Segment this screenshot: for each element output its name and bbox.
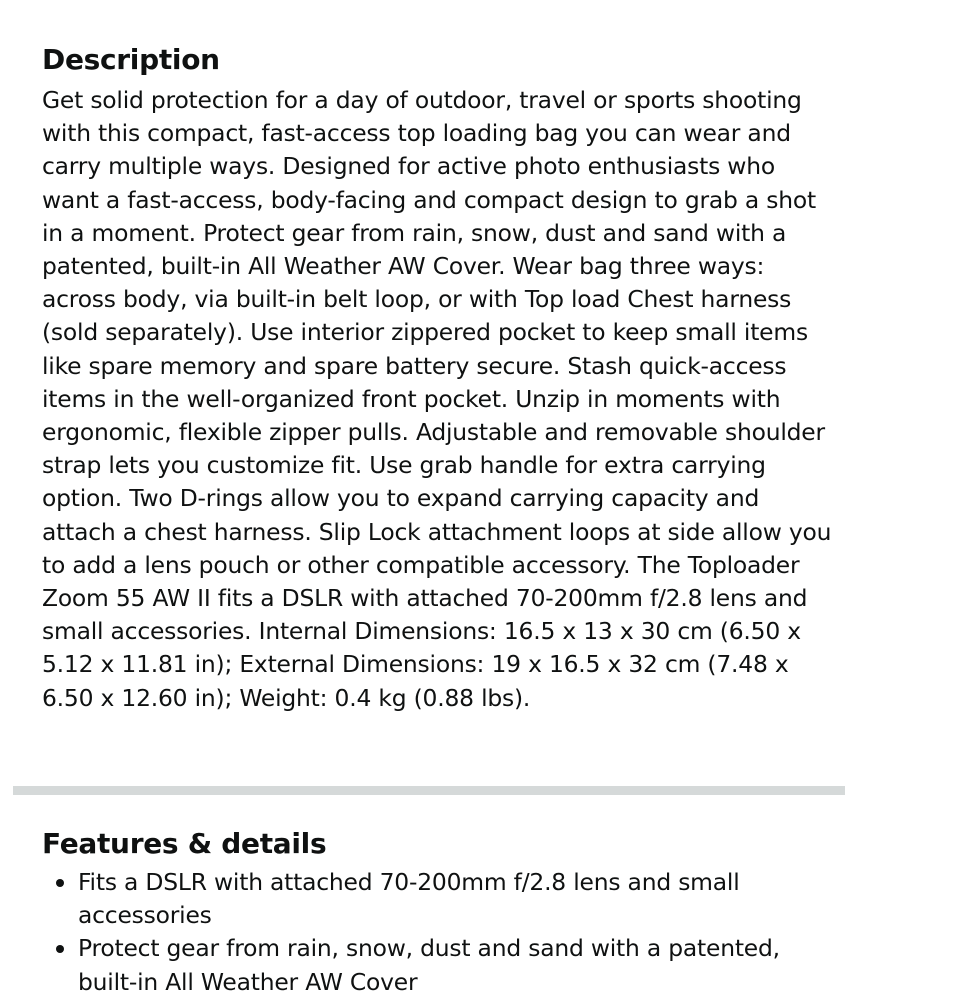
description-heading: Description <box>42 43 220 76</box>
description-section <box>42 40 832 715</box>
features-section <box>42 824 832 999</box>
feature-item-text: Fits a DSLR with attached 70-200mm f/2.8 lens and small accessories <box>78 868 740 930</box>
feature-list <box>42 866 832 999</box>
features-heading: Features & details <box>42 827 327 860</box>
section-divider <box>13 786 845 795</box>
feature-item <box>42 932 832 998</box>
bullet-icon <box>56 879 64 887</box>
feature-item-text: Protect gear from rain, snow, dust and sand with a patented, built-in All Weather AW Cover <box>78 934 780 996</box>
feature-item <box>42 866 832 932</box>
description-body: Get solid protection for a day of outdoor, travel or sports shooting with this compact, fast-access top loading bag you can wear and carry multiple ways. Designed for active photo enthusiasts who want a fast-access, body-facing and compact design to grab a shot in a moment. Protect gear from rain, snow, dust and sand with a patented, built-in All Weather AW Cover. Wear bag three ways: across body, via built-in belt loop, or with Top load Chest harness (sold separately). Use interior zippered pocket to keep small items like spare memory and spare battery secure. Stash quick-access items in the well-organized front pocket. Unzip in moments with ergonomic, flexible zipper pulls. Adjustable and removable shoulder strap lets you customize fit. Use grab handle for extra carrying option. Two D-rings allow you to expand carrying capacity and attach a chest harness. Slip Lock attachment loops at side allow you to add a lens pouch or other compatible accessory. The Toploader Zoom 55 AW II fits a DSLR with attached 70-200mm f/2.8 lens and small accessories. Internal Dimensions: 16.5 x 13 x 30 cm (6.50 x 5.12 x 11.81 in); External Dimensions: 19 x 16.5 x 32 cm (7.48 x 6.50 x 12.60 in); Weight: 0.4 kg (0.88 lbs). <box>42 86 832 712</box>
bullet-icon <box>56 945 64 953</box>
